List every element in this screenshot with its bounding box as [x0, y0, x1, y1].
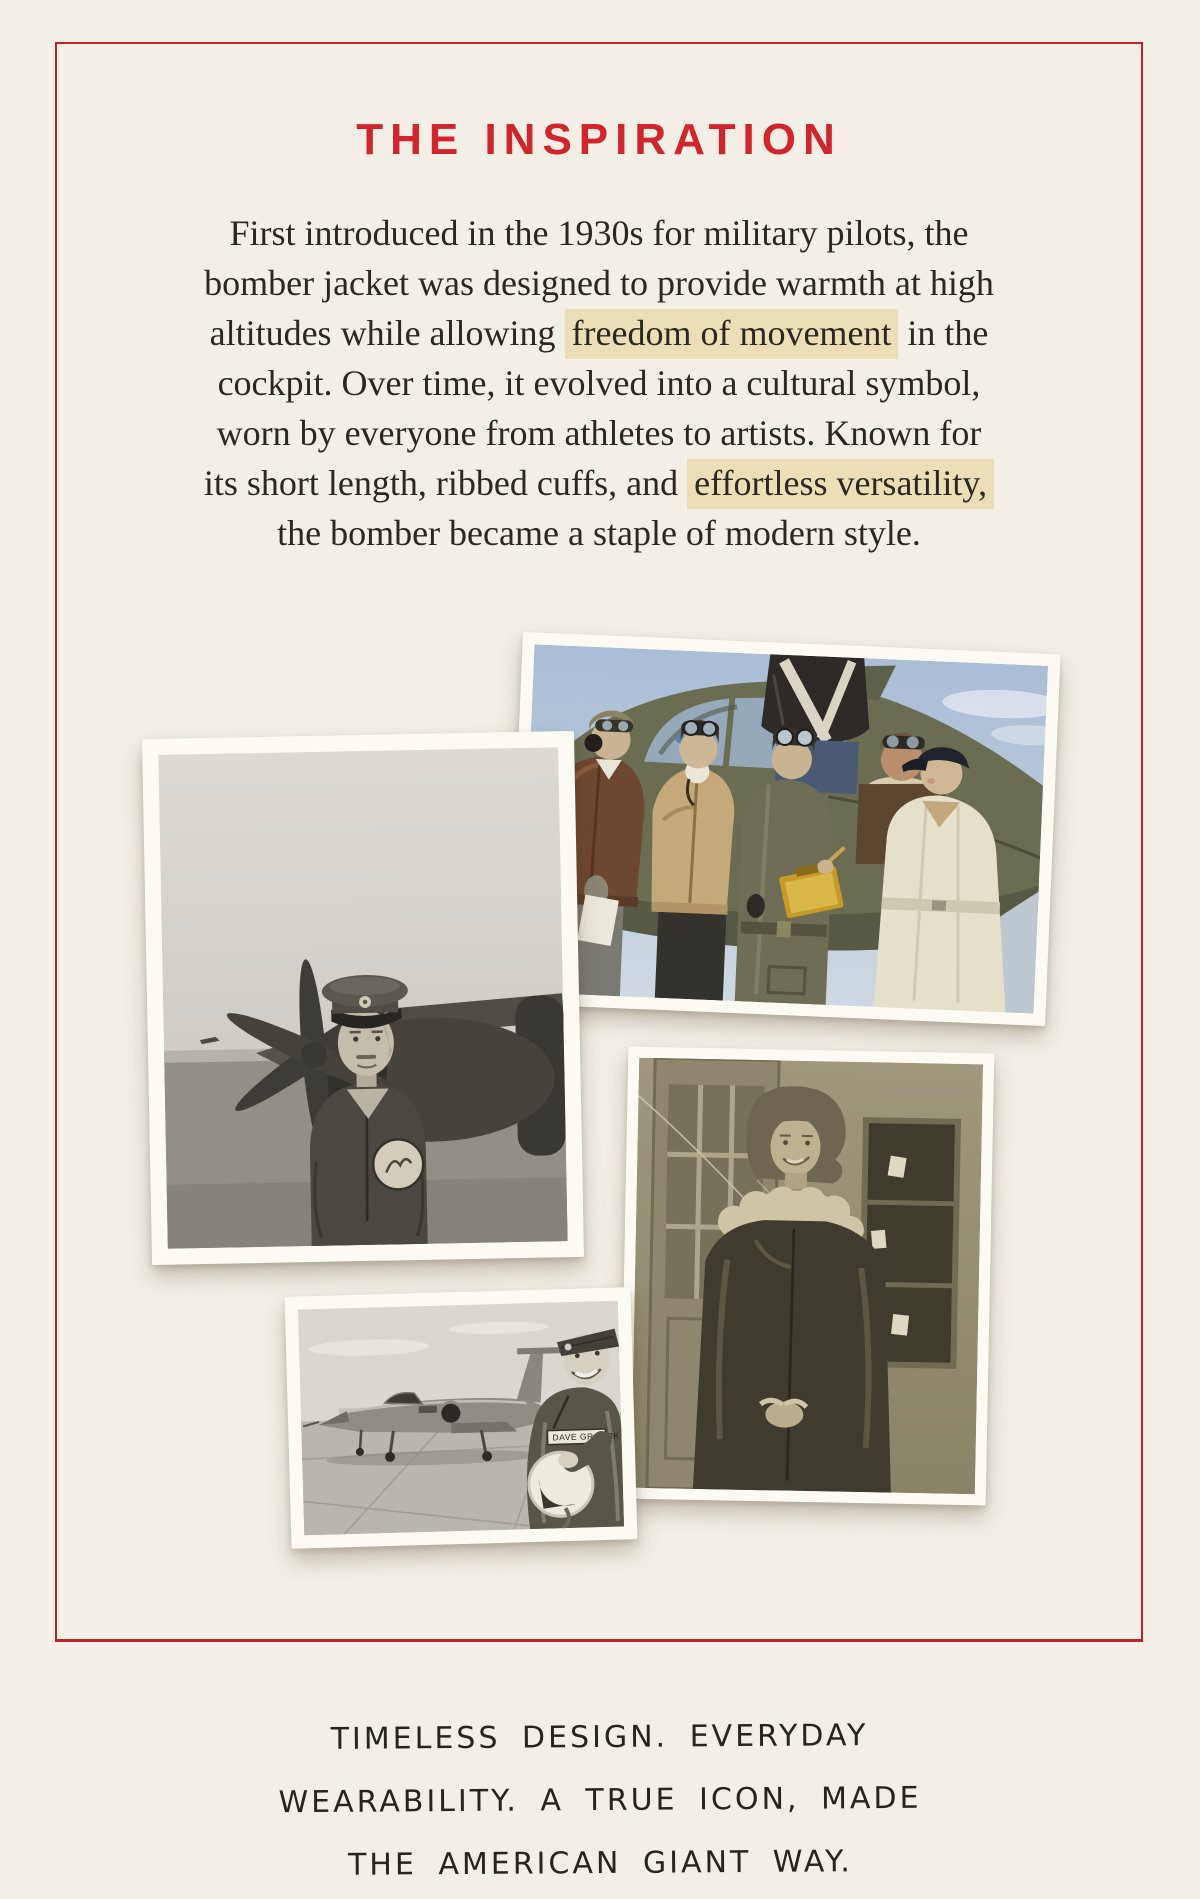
paragraph-text: the bomber became a staple of modern style.	[277, 513, 921, 553]
highlighted-phrase: effortless versatility,	[687, 459, 994, 509]
paragraph-text: altitudes while allowing	[209, 313, 565, 353]
paragraph-line	[57, 258, 1141, 308]
pilot-name-tag: DAVE GROARK	[552, 1430, 620, 1443]
tagline-line: TIMELESS DESIGN. EVERYDAY	[330, 1718, 869, 1757]
flight-crew-illustration	[520, 644, 1048, 1013]
pilot-portrait-photo	[142, 731, 584, 1265]
paragraph-text: First introduced in the 1930s for military pilots, the	[229, 213, 969, 253]
flight-crew-photo	[507, 632, 1060, 1026]
tagline-line: THE AMERICAN GIANT WAY.	[347, 1844, 853, 1883]
paragraph-text: its short length, ribbed cuffs, and	[203, 463, 688, 503]
jet-pilot-photo	[285, 1287, 638, 1549]
paragraph-line	[57, 358, 1141, 408]
red-border-frame	[55, 42, 1143, 1642]
female-pilot-photo	[620, 1047, 995, 1506]
paragraph-line	[57, 458, 1141, 508]
paragraph-line	[57, 508, 1141, 558]
page-title: THE INSPIRATION	[356, 115, 842, 164]
highlighted-phrase: freedom of movement	[565, 309, 899, 359]
tagline-line: WEARABILITY. A TRUE ICON, MADE	[278, 1780, 922, 1821]
paragraph-text: bomber jacket was designed to provide warmth at high	[204, 263, 994, 303]
female-pilot-illustration	[631, 1058, 983, 1495]
paragraph-line	[57, 308, 1141, 358]
airman-top-harness	[759, 654, 873, 794]
paragraph-text: cockpit. Over time, it evolved into a cultural symbol,	[217, 363, 981, 403]
pilot-portrait-illustration	[158, 747, 567, 1249]
paragraph-text: in the	[898, 313, 989, 353]
handwritten-tagline	[0, 1702, 1200, 1899]
inspiration-paragraph	[57, 208, 1141, 558]
paragraph-line	[57, 208, 1141, 258]
jet-pilot-illustration	[298, 1301, 624, 1536]
paragraph-line	[57, 408, 1141, 458]
paragraph-text: worn by everyone from athletes to artists. Known for	[216, 413, 982, 453]
